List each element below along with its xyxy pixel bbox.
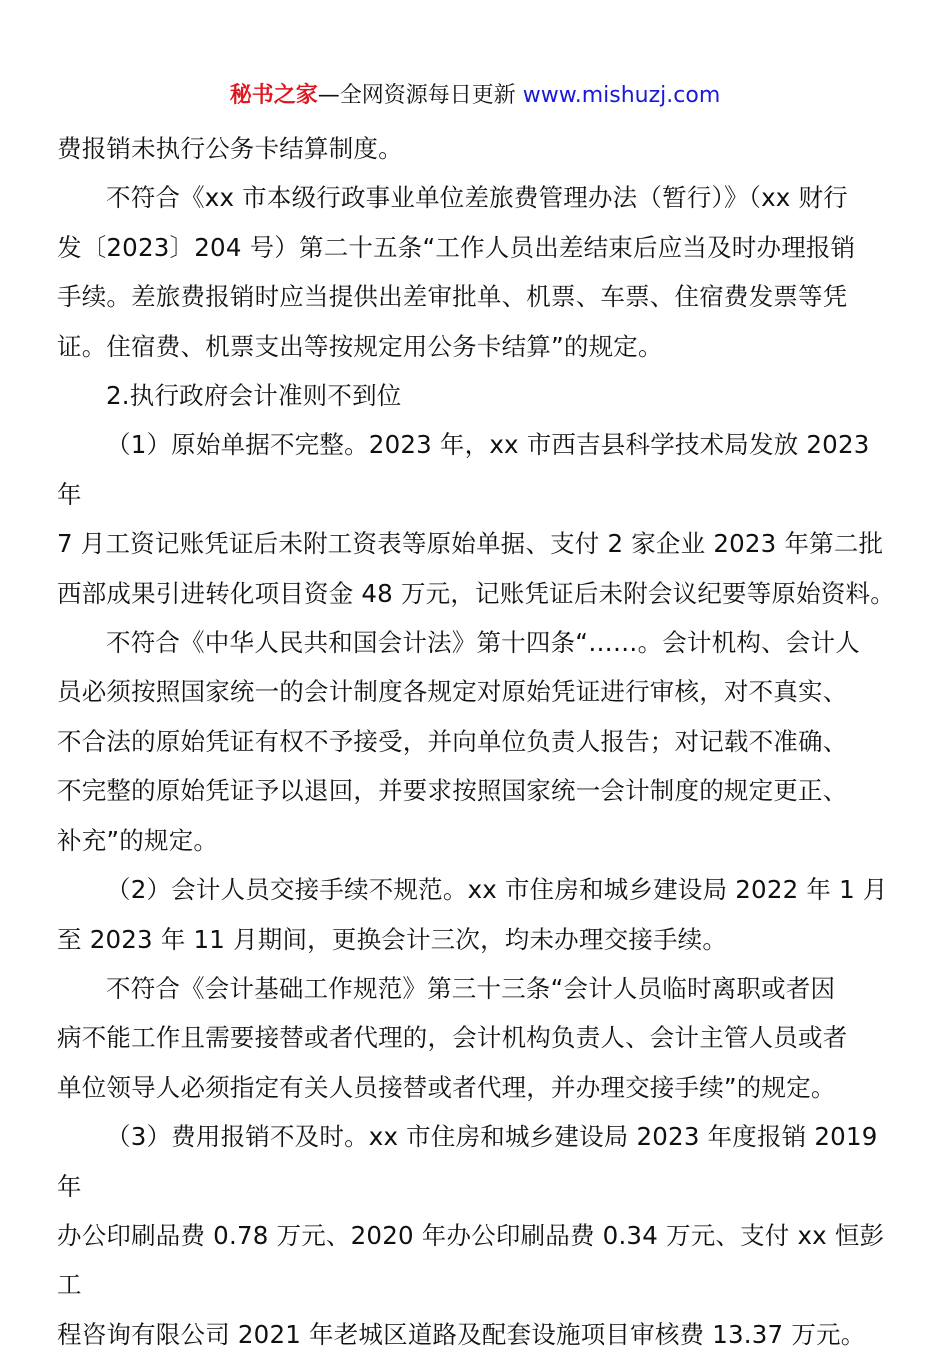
- paragraph: （3）费用报销不及时。xx 市住房和城乡建设局 2023 年度报销 2019 年 办公印刷品费 0.78 万元、2020 年办公印刷品费 0.34 万元、支付 xx 恒彭工 程咨询有限公司 2021 年老城区道路及配套设施项目审核费 13.37 万元。: [57, 1122, 885, 1349]
- document-body: [57, 124, 895, 1359]
- brand-name: 秘书之家: [229, 83, 318, 108]
- page-header: [0, 80, 950, 112]
- paragraph: 不符合《xx 市本级行政事业单位差旅费管理办法（暂行）》（xx 财行 发〔2023〕204 号）第二十五条“工作人员出差结束后应当及时办理报销 手续。差旅费报销时应当提供出差审批单、机票、车票、住宿费发票等凭 证。住宿费、机票支出等按规定用公务卡结算”的规定。: [57, 183, 856, 361]
- header-url[interactable]: www.mishuzj.com: [522, 83, 721, 108]
- paragraph: （2）会计人员交接手续不规范。xx 市住房和城乡建设局 2022 年 1 月 至 2023 年 11 月期间，更换会计三次，均未办理交接手续。: [57, 875, 888, 954]
- section-heading: 2.执行政府会计准则不到位: [106, 381, 402, 411]
- paragraph: 不符合《中华人民共和国会计法》第十四条“……。会计机构、会计人 员必须按照国家统一的会计制度各规定对原始凭证进行审核，对不真实、 不合法的原始凭证有权不予接受，并向单位负责人报告；对记载不准确、 不完整的原始凭证予以退回，并要求按照国家统一会计制度的规定更正、 补充”的规定。: [57, 628, 860, 855]
- paragraph: 不符合《会计基础工作规范》第三十三条“会计人员临时离职或者因 病不能工作且需要接替或者代理的，会计机构负责人、会计主管人员或者 单位领导人必须指定有关人员接替或者代理，并办理交接手续”的规定。: [57, 973, 848, 1102]
- paragraph: 费报销未执行公务卡结算制度。: [57, 134, 403, 163]
- paragraph: （1）原始单据不完整。2023 年，xx 市西吉县科学技术局发放 2023 年 7 月工资记账凭证后未附工资表等原始单据、支付 2 家企业 2023 年第二批 西部成果引进转化项目资金 48 万元，记账凭证后未附会议纪要等原始资料。: [57, 430, 895, 608]
- header-slogan: —全网资源每日更新: [317, 83, 523, 108]
